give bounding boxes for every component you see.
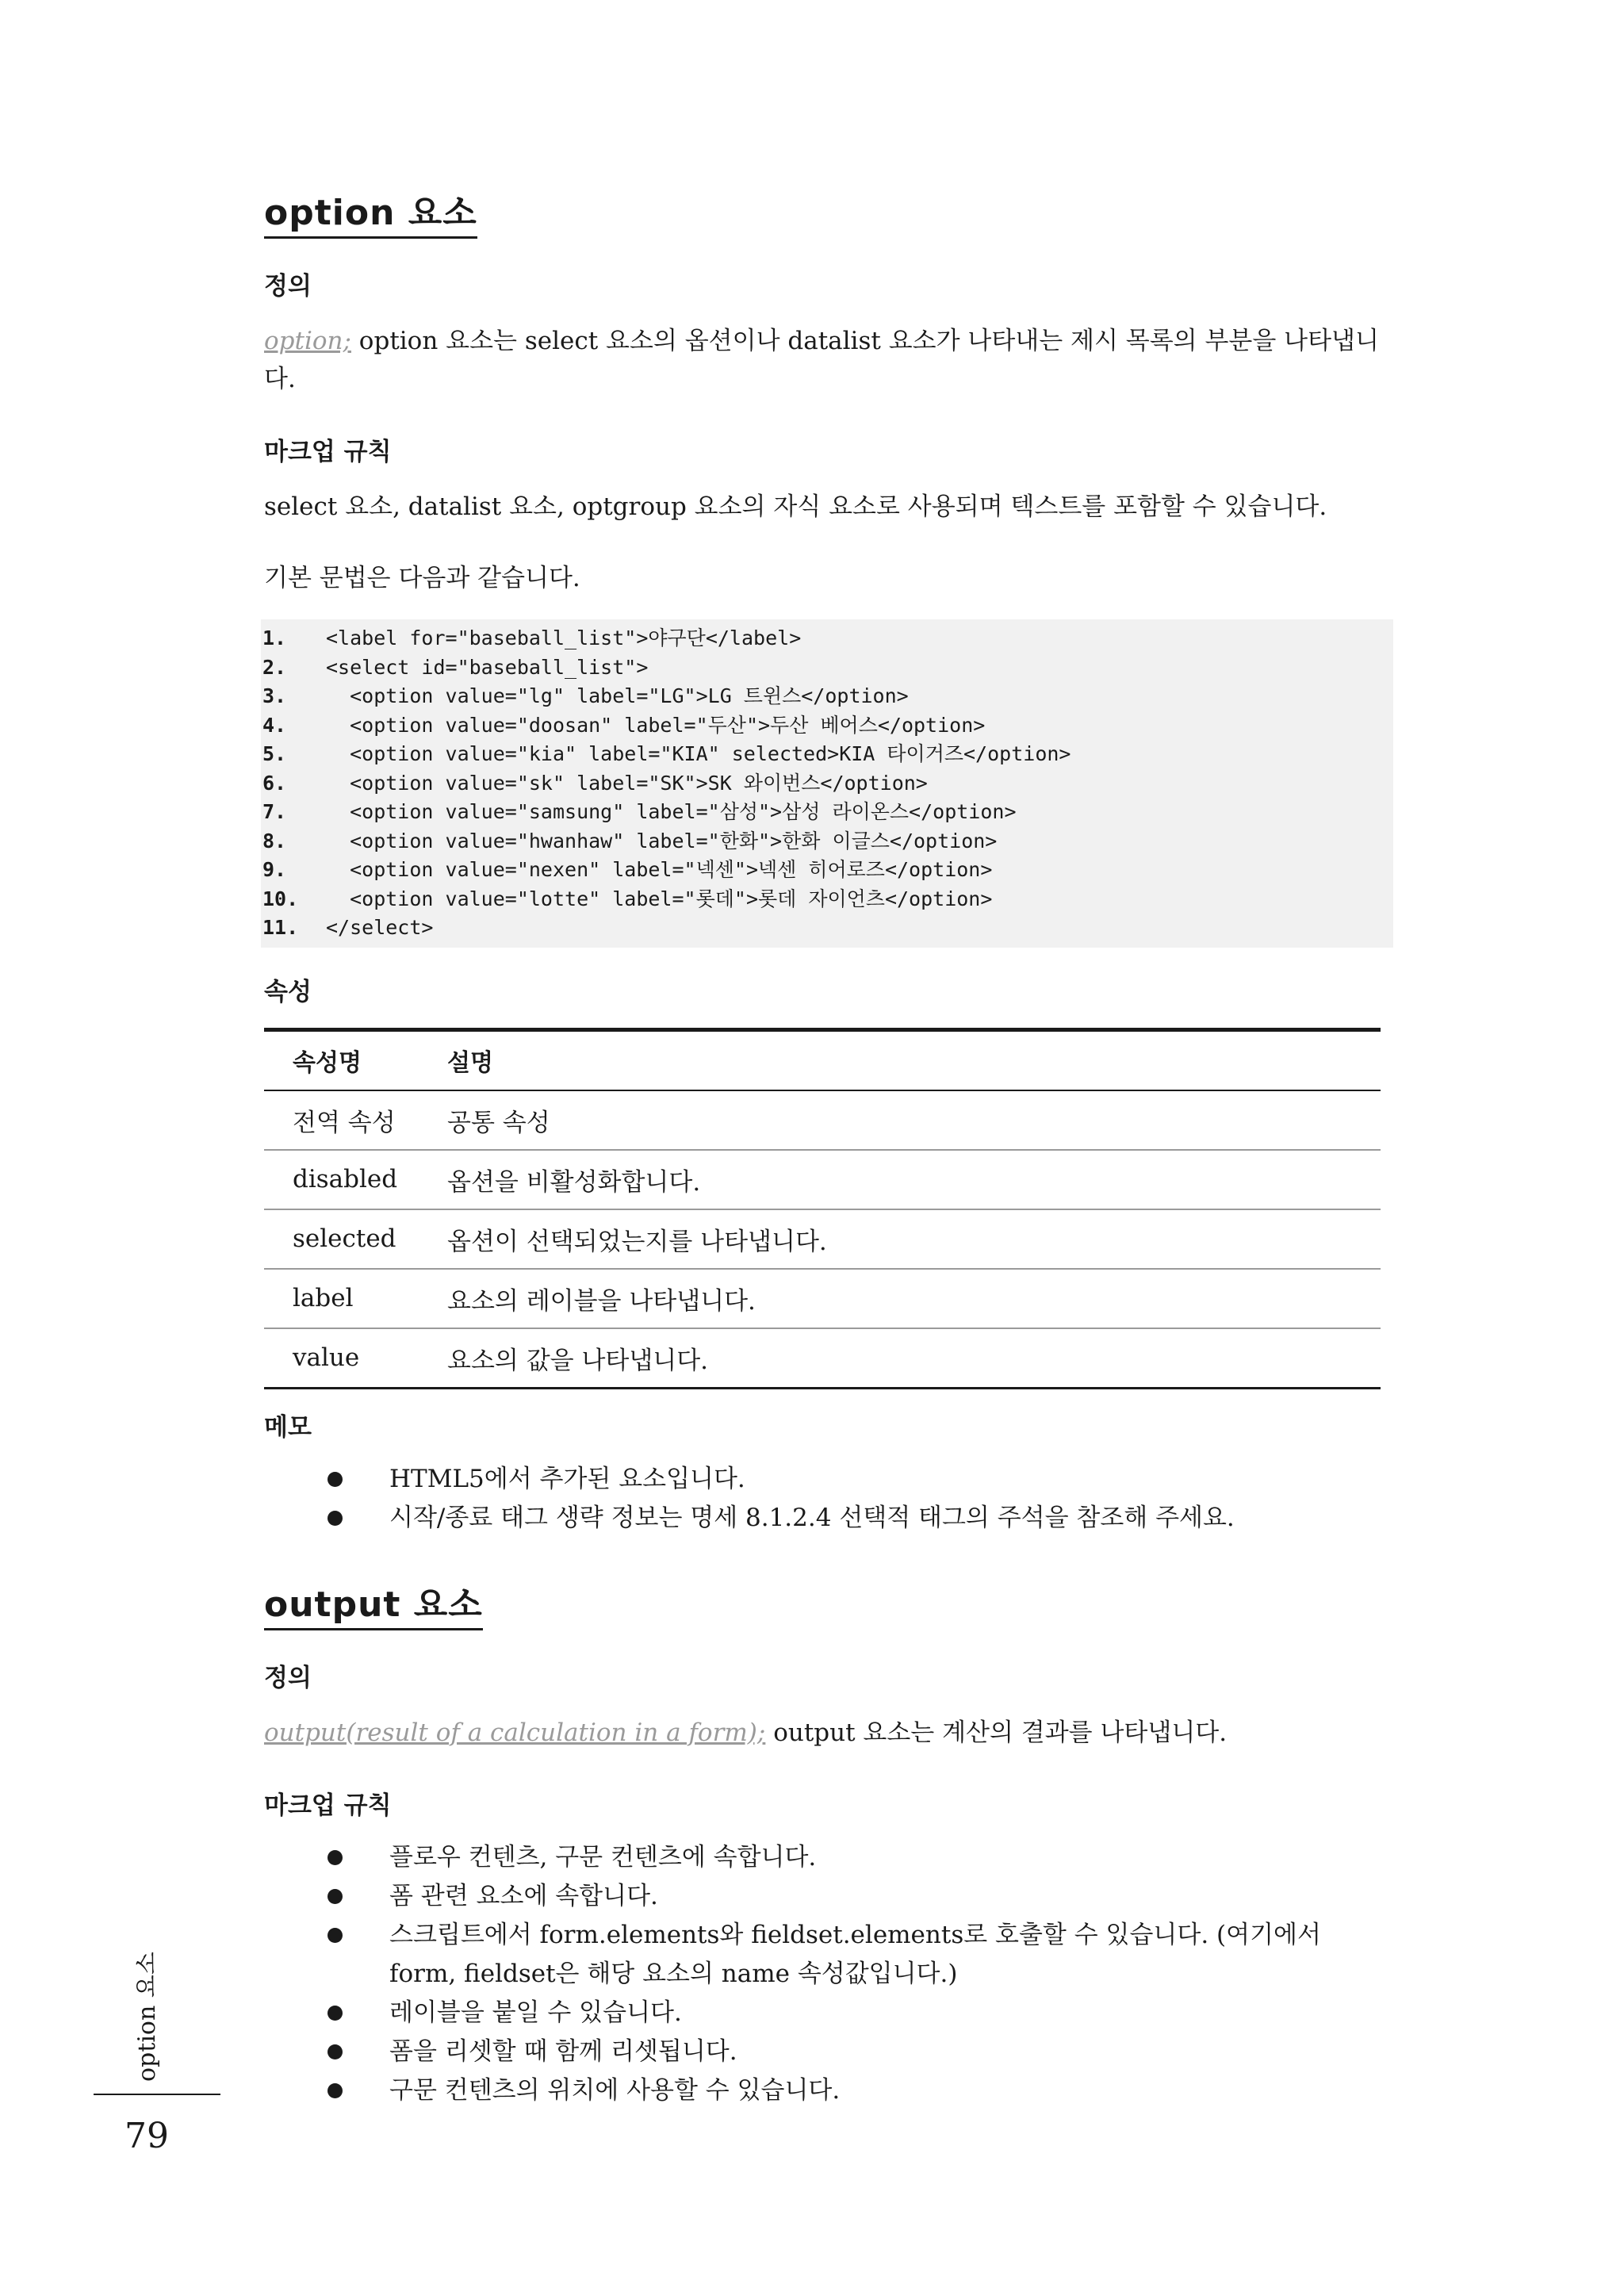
memo-list bbox=[264, 1460, 1394, 1538]
line-number: 8. bbox=[262, 829, 287, 852]
list-item: 레이블을 붙일 수 있습니다. bbox=[389, 1994, 1346, 2033]
attribute-name: selected bbox=[264, 1209, 447, 1269]
code-line bbox=[261, 827, 1393, 856]
table-row bbox=[264, 1209, 1381, 1269]
table-header-row bbox=[264, 1029, 1381, 1090]
attribute-description: 요소의 레이블을 나타냅니다. bbox=[447, 1269, 1381, 1328]
code-line bbox=[261, 653, 1393, 683]
table-row bbox=[264, 1090, 1381, 1150]
code-text: <label for="baseball_list">야구단</label> bbox=[326, 626, 802, 649]
output-definition bbox=[264, 1714, 1394, 1752]
code-text: <option value="nexen" label="넥센">넥센 히어로즈</option> bbox=[326, 858, 993, 881]
line-number: 4. bbox=[262, 713, 287, 737]
code-text: <option value="hwanhaw" label="한화">한화 이글스</option> bbox=[326, 829, 998, 852]
code-line bbox=[261, 856, 1393, 885]
option-definition bbox=[264, 322, 1394, 398]
output-definition-text: output 요소는 계산의 결과를 나타냅니다. bbox=[765, 1718, 1228, 1747]
code-text: <option value="lotte" label="롯데">롯데 자이언츠</option> bbox=[326, 887, 993, 910]
option-section-title: option 요소 bbox=[264, 184, 477, 239]
attributes-table bbox=[264, 1028, 1381, 1389]
option-syntax-text: 기본 문법은 다음과 같습니다. bbox=[264, 564, 580, 592]
code-text: <select id="baseball_list"> bbox=[326, 655, 649, 679]
code-line bbox=[261, 682, 1393, 711]
code-text: <option value="kia" label="KIA" selected>KIA 타이거즈</option> bbox=[326, 742, 1071, 765]
output-section-title: output 요소 bbox=[264, 1576, 483, 1630]
code-text: </select> bbox=[326, 916, 434, 939]
attribute-name: disabled bbox=[264, 1150, 447, 1209]
code-text: <option value="sk" label="SK">SK 와이번스</option> bbox=[326, 771, 928, 795]
option-markup-heading: 마크업 규칙 bbox=[264, 438, 392, 466]
line-number: 11. bbox=[262, 916, 299, 939]
line-number: 6. bbox=[262, 771, 287, 795]
table-header-name: 속성명 bbox=[264, 1029, 447, 1090]
attribute-name: value bbox=[293, 1343, 360, 1372]
page-content bbox=[264, 184, 1394, 2148]
list-item: 시작/종료 태그 생략 정보는 명세 8.1.2.4 선택적 태그의 주석을 참조해 주세요. bbox=[389, 1499, 1394, 1538]
option-attributes-heading: 속성 bbox=[264, 977, 312, 1006]
list-item: 폼을 리셋할 때 함께 리셋됩니다. bbox=[389, 2033, 1346, 2071]
attribute-description: 공통 속성 bbox=[447, 1090, 1381, 1150]
option-spec-reference: option; bbox=[264, 327, 351, 355]
side-running-label: option 요소 bbox=[133, 1952, 161, 2082]
code-block bbox=[261, 619, 1393, 948]
option-memo-heading: 메모 bbox=[264, 1412, 312, 1442]
output-spec-reference: output(result of a calculation in a form); bbox=[264, 1718, 766, 1747]
code-text: <option value="samsung" label="삼성">삼성 라이온스</option> bbox=[326, 800, 1017, 823]
attribute-name: label bbox=[264, 1269, 447, 1328]
page-number: 79 bbox=[124, 2116, 169, 2156]
table-row bbox=[264, 1150, 1381, 1209]
code-line bbox=[261, 914, 1393, 943]
code-line bbox=[261, 798, 1393, 827]
option-definition-heading: 정의 bbox=[264, 272, 312, 301]
attribute-description: 옵션을 비활성화합니다. bbox=[447, 1150, 1381, 1209]
line-number: 2. bbox=[262, 655, 287, 679]
attribute-description: 요소의 값을 나타냅니다. bbox=[447, 1346, 709, 1375]
attribute-name: 전역 속성 bbox=[264, 1090, 447, 1150]
table-row bbox=[264, 1269, 1381, 1328]
line-number: 10. bbox=[262, 887, 299, 910]
line-number: 1. bbox=[262, 626, 287, 649]
code-line bbox=[261, 624, 1393, 653]
table-row bbox=[264, 1328, 1381, 1389]
attribute-description: 옵션이 선택되었는지를 나타냅니다. bbox=[447, 1209, 1381, 1269]
output-rules-list bbox=[264, 1838, 1394, 2110]
output-markup-heading: 마크업 규칙 bbox=[264, 1791, 392, 1820]
line-number: 3. bbox=[262, 684, 287, 707]
list-item: 플로우 컨텐츠, 구문 컨텐츠에 속합니다. bbox=[389, 1838, 1346, 1877]
output-definition-heading: 정의 bbox=[264, 1663, 312, 1692]
code-text: <option value="doosan" label="두산">두산 베어스</option> bbox=[326, 713, 986, 737]
footer-rule bbox=[94, 2094, 220, 2095]
line-number: 5. bbox=[262, 742, 287, 765]
option-definition-text: option 요소는 select 요소의 옵션이나 datalist 요소가 나타내는 제시 목록의 부분을 나타냅니다. bbox=[264, 327, 1379, 393]
list-item: 스크립트에서 form.elements와 fieldset.elements로 호출할 수 있습니다. (여기에서 form, fieldset은 해당 요소의 name 속성값입니다.) bbox=[389, 1916, 1346, 1994]
code-line bbox=[261, 711, 1393, 741]
list-item: 폼 관련 요소에 속합니다. bbox=[389, 1877, 1346, 1916]
line-number: 7. bbox=[262, 800, 287, 823]
option-markup-text: select 요소, datalist 요소, optgroup 요소의 자식 요소로 사용되며 텍스트를 포함할 수 있습니다. bbox=[264, 492, 1327, 521]
code-text: <option value="lg" label="LG">LG 트윈스</option> bbox=[326, 684, 909, 707]
code-line bbox=[261, 769, 1393, 799]
code-line bbox=[261, 740, 1393, 769]
list-item: 구문 컨텐츠의 위치에 사용할 수 있습니다. bbox=[389, 2071, 1346, 2110]
line-number: 9. bbox=[262, 858, 287, 881]
list-item: HTML5에서 추가된 요소입니다. bbox=[389, 1460, 1394, 1499]
table-header-description: 설명 bbox=[447, 1029, 1381, 1090]
code-line bbox=[261, 885, 1393, 914]
